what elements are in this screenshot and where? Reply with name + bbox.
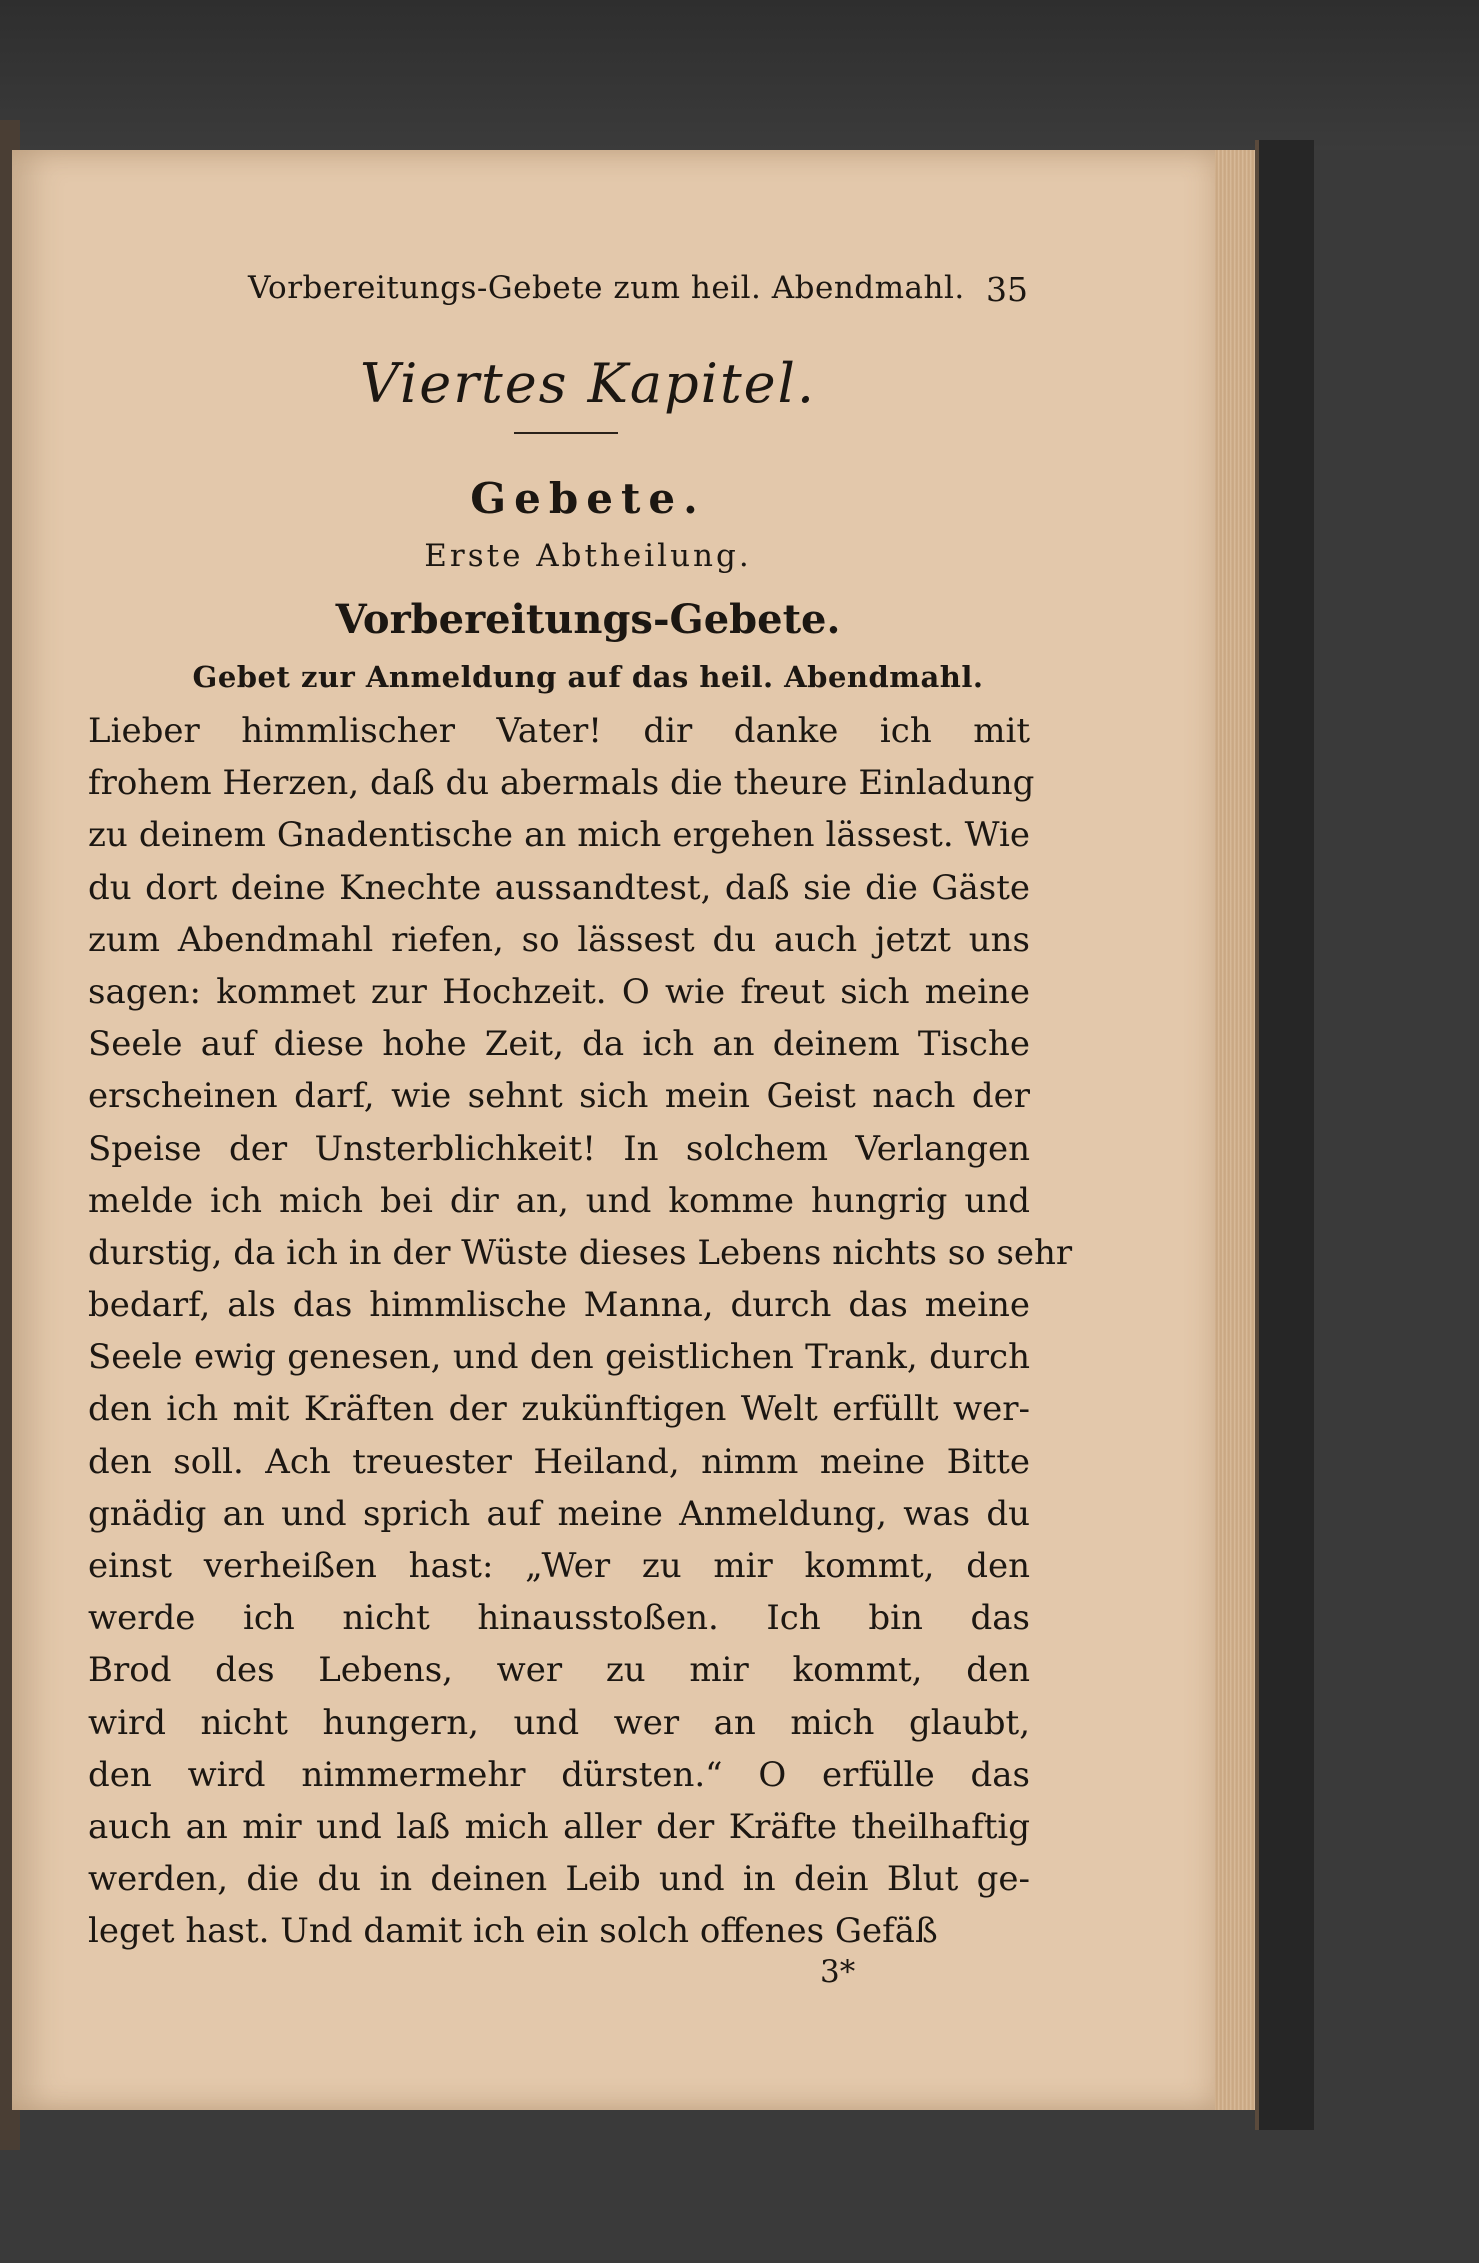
- title-divider: [514, 432, 618, 434]
- text-line: werden, die du in deinen Leib und in dein Blut ge-: [88, 1859, 1030, 1900]
- body-text: [88, 705, 1073, 1958]
- page-number: 35: [986, 270, 1028, 309]
- division-heading: Erste Abtheilung.: [424, 538, 752, 574]
- text-line: den wird nimmermehr dürsten.“ O erfülle das: [88, 1754, 1030, 1795]
- text-line: werde ich nicht hinausstoßen. Ich bin das: [88, 1598, 1030, 1639]
- text-line: melde ich mich bei dir an, und komme hungrig und: [88, 1180, 1030, 1221]
- text-line: auch an mir und laß mich aller der Kräfte theilhaftig: [88, 1806, 1030, 1847]
- text-line: den ich mit Kräften der zukünftigen Welt erfüllt wer-: [88, 1389, 1030, 1430]
- text-line: sagen: kommet zur Hochzeit. O wie freut sich meine: [88, 971, 1030, 1012]
- text-line: bedarf, als das himmlische Manna, durch das meine: [88, 1285, 1030, 1326]
- chapter-title: Viertes Kapitel.: [359, 352, 817, 415]
- page-edges: [1215, 150, 1260, 2110]
- subsection-heading: Vorbereitungs-Gebete.: [335, 596, 841, 643]
- text-line: Speise der Unsterblichkeit! In solchem Verlangen: [88, 1128, 1030, 1169]
- text-line: du dort deine Knechte aussandtest, daß sie die Gäste: [88, 867, 1030, 908]
- text-line: wird nicht hungern, und wer an mich glaubt,: [88, 1702, 1030, 1743]
- text-line: frohem Herzen, daß du abermals die theure Einladung: [88, 763, 1035, 804]
- text-line: erscheinen darf, wie sehnt sich mein Geist nach der: [88, 1076, 1030, 1117]
- text-line: Seele auf diese hohe Zeit, da ich an deinem Tische: [88, 1024, 1030, 1065]
- book-cover-right: [1255, 140, 1314, 2130]
- text-line: durstig, da ich in der Wüste dieses Lebens nichts so sehr: [88, 1232, 1073, 1273]
- background-top: [0, 0, 1479, 150]
- section-title: Gebete.: [470, 474, 706, 523]
- signature-mark: 3*: [820, 1954, 856, 1990]
- text-line: gnädig an und sprich auf meine Anmeldung, was du: [88, 1493, 1030, 1534]
- text-line: Seele ewig genesen, und den geistlichen Trank, durch: [88, 1337, 1030, 1378]
- text-line: Lieber himmlischer Vater! dir danke ich mit: [88, 711, 1030, 751]
- text-line: Brod des Lebens, wer zu mir kommt, den: [88, 1650, 1030, 1691]
- text-line: zum Abendmahl riefen, so lässest du auch jetzt uns: [88, 919, 1030, 960]
- text-line: zu deinem Gnadentische an mich ergehen lässest. Wie: [88, 815, 1030, 856]
- text-line: einst verheißen hast: „Wer zu mir kommt, den: [88, 1546, 1030, 1586]
- text-line: leget hast. Und damit ich ein solch offenes Gefäß: [88, 1911, 938, 1952]
- running-head: [248, 270, 1028, 320]
- text-line: den soll. Ach treuester Heiland, nimm meine Bitte: [88, 1441, 1030, 1482]
- prayer-title: Gebet zur Anmeldung auf das heil. Abendmahl.: [192, 660, 984, 694]
- running-head-title: Vorbereitungs-Gebete zum heil. Abendmahl.: [248, 270, 965, 306]
